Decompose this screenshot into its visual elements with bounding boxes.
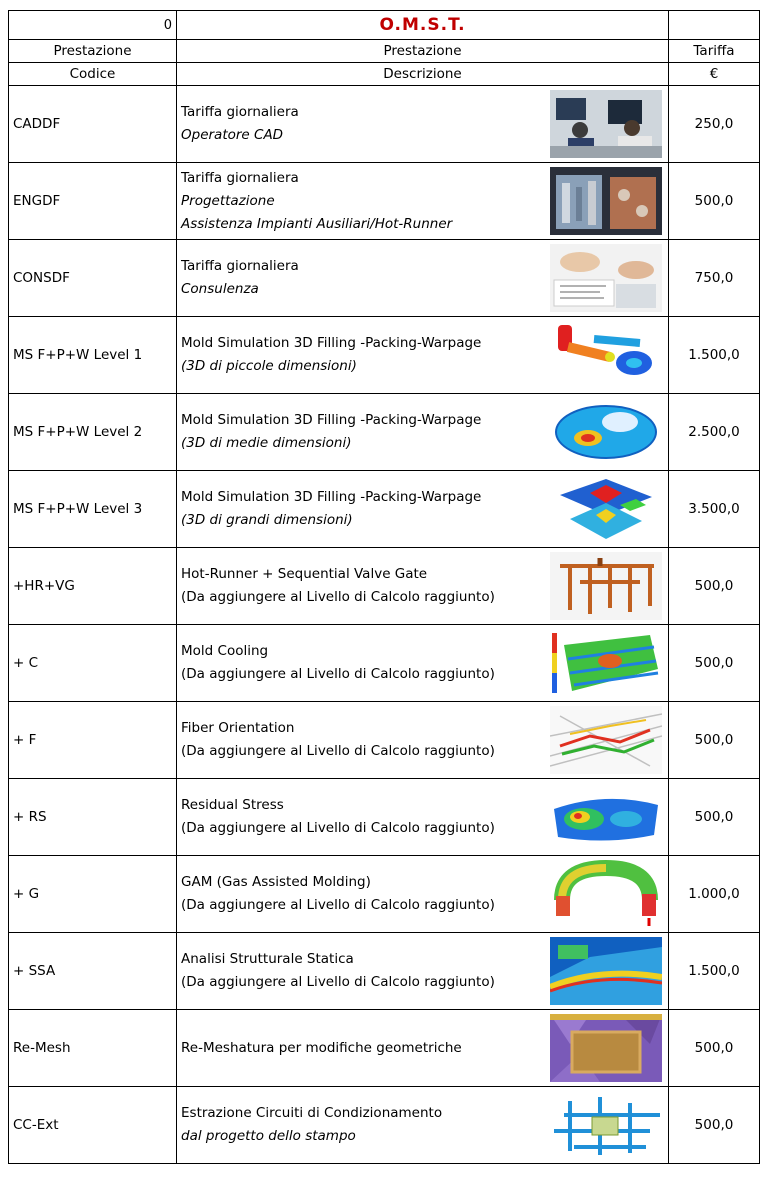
row-description: [177, 409, 481, 455]
row-description-cell: [177, 471, 669, 548]
table-row: [9, 163, 760, 240]
simulation-medium-part-image: [550, 398, 662, 466]
row-description-cell: [177, 317, 669, 394]
row-code: CC-Ext: [9, 1087, 177, 1164]
table-row: [9, 471, 760, 548]
row-description-cell: [177, 394, 669, 471]
row-price: 2.500,0: [669, 394, 760, 471]
row-code: ENGDF: [9, 163, 177, 240]
gas-assisted-handle-image: [550, 860, 662, 928]
simulation-small-part-image: [550, 321, 662, 389]
row-code: + G: [9, 856, 177, 933]
header-row-2: [9, 63, 760, 86]
cad-operator-photo-image: [550, 90, 662, 158]
structural-analysis-plot-image: [550, 937, 662, 1005]
price-table: [8, 10, 760, 1164]
row-price: 250,0: [669, 86, 760, 163]
description-line-2: (Da aggiungere al Livello di Calcolo raggiunto): [181, 820, 495, 836]
column-header: Prestazione: [177, 40, 669, 63]
column-header: Prestazione: [9, 40, 177, 63]
row-price: 1.500,0: [669, 317, 760, 394]
description-line-2: Operatore CAD: [181, 127, 284, 143]
row-price: 500,0: [669, 625, 760, 702]
table-row: [9, 1010, 760, 1087]
row-description-cell: [177, 1087, 669, 1164]
row-description-cell: [177, 625, 669, 702]
table-row: [9, 625, 760, 702]
table-row: [9, 702, 760, 779]
row-code: + F: [9, 702, 177, 779]
table-row: [9, 548, 760, 625]
row-code: MS F+P+W Level 1: [9, 317, 177, 394]
description-line-1: Fiber Orientation: [181, 720, 295, 736]
row-description-cell: [177, 548, 669, 625]
residual-stress-plot-image: [550, 783, 662, 851]
row-price: 1.500,0: [669, 933, 760, 1010]
row-description-cell: [177, 1010, 669, 1087]
row-description: [177, 255, 299, 301]
row-code: CADDF: [9, 86, 177, 163]
hot-runner-model-image: [550, 552, 662, 620]
consulting-meeting-photo-image: [550, 244, 662, 312]
description-line-2: dal progetto dello stampo: [181, 1128, 356, 1144]
row-code: CONSDF: [9, 240, 177, 317]
row-description-cell: [177, 163, 669, 240]
column-header: €: [669, 63, 760, 86]
row-description: [177, 717, 495, 763]
table-row: [9, 933, 760, 1010]
description-line-2: (3D di piccole dimensioni): [181, 358, 357, 374]
table-row: [9, 394, 760, 471]
description-line-2: (Da aggiungere al Livello di Calcolo raggiunto): [181, 589, 495, 605]
table-row: [9, 1087, 760, 1164]
row-code: + RS: [9, 779, 177, 856]
row-price: 500,0: [669, 779, 760, 856]
mold-cooling-plot-image: [550, 629, 662, 697]
description-line-1: Tariffa giornaliera: [181, 169, 299, 186]
simulation-large-part-image: [550, 475, 662, 543]
description-line-2: (Da aggiungere al Livello di Calcolo raggiunto): [181, 666, 495, 682]
empty-cell: [669, 11, 760, 40]
description-line-2: Progettazione: [181, 192, 275, 209]
row-description-cell: [177, 86, 669, 163]
description-line-2: (Da aggiungere al Livello di Calcolo raggiunto): [181, 897, 495, 913]
column-header: Tariffa: [669, 40, 760, 63]
cooling-circuit-extraction-image: [550, 1091, 662, 1159]
row-description: [177, 948, 495, 994]
table-row: [9, 240, 760, 317]
page-title: O.M.S.T.: [177, 11, 669, 40]
description-line-1: Residual Stress: [181, 797, 284, 813]
row-description-cell: [177, 779, 669, 856]
table-row: [9, 317, 760, 394]
description-line-2: (3D di medie dimensioni): [181, 435, 352, 451]
mold-design-render-image: [550, 167, 662, 235]
row-code: Re-Mesh: [9, 1010, 177, 1087]
row-description: [177, 486, 481, 532]
row-code: MS F+P+W Level 3: [9, 471, 177, 548]
row-description-cell: [177, 856, 669, 933]
cell-number: 0: [9, 11, 177, 40]
description-line-1: Estrazione Circuiti di Condizionamento: [181, 1105, 443, 1121]
table-row: [9, 779, 760, 856]
row-description: [177, 563, 495, 609]
row-description: [177, 332, 481, 378]
row-price: 1.000,0: [669, 856, 760, 933]
description-line-1: Tariffa giornaliera: [181, 104, 299, 120]
row-code: + SSA: [9, 933, 177, 1010]
row-description: [177, 794, 495, 840]
fiber-orientation-plot-image: [550, 706, 662, 774]
row-price: 500,0: [669, 1087, 760, 1164]
row-price: 3.500,0: [669, 471, 760, 548]
table-row: [9, 86, 760, 163]
row-description: [177, 101, 299, 147]
row-description-cell: [177, 240, 669, 317]
row-code: +HR+VG: [9, 548, 177, 625]
description-line-3: Assistenza Impianti Ausiliari/Hot-Runner: [181, 215, 453, 232]
description-line-1: Mold Simulation 3D Filling -Packing-Warpage: [181, 335, 482, 351]
remesh-view-image: [550, 1014, 662, 1082]
description-line-1: Tariffa giornaliera: [181, 258, 299, 274]
row-price: 500,0: [669, 163, 760, 240]
description-line-1: Analisi Strutturale Statica: [181, 951, 354, 967]
description-line-2: (Da aggiungere al Livello di Calcolo raggiunto): [181, 743, 495, 759]
row-price: 500,0: [669, 548, 760, 625]
row-code: MS F+P+W Level 2: [9, 394, 177, 471]
column-header: Descrizione: [177, 63, 669, 86]
row-description: [177, 640, 495, 686]
row-description: [177, 871, 495, 917]
row-description: [177, 1037, 462, 1060]
description-line-1: Hot-Runner + Sequential Valve Gate: [181, 566, 428, 582]
description-line-2: (Da aggiungere al Livello di Calcolo raggiunto): [181, 974, 495, 990]
row-price: 500,0: [669, 1010, 760, 1087]
row-price: 750,0: [669, 240, 760, 317]
row-description: [177, 167, 452, 236]
row-description-cell: [177, 933, 669, 1010]
description-line-1: GAM (Gas Assisted Molding): [181, 874, 371, 890]
row-description: [177, 1102, 442, 1148]
row-code: + C: [9, 625, 177, 702]
description-line-1: Mold Simulation 3D Filling -Packing-Warpage: [181, 412, 482, 428]
description-line-2: Consulenza: [181, 281, 259, 297]
price-sheet: [8, 10, 759, 1164]
row-price: 500,0: [669, 702, 760, 779]
description-line-1: Mold Cooling: [181, 643, 269, 659]
title-row: [9, 11, 760, 40]
column-header: Codice: [9, 63, 177, 86]
header-row-1: [9, 40, 760, 63]
description-line-1: Re-Meshatura per modifiche geometriche: [181, 1039, 462, 1056]
description-line-2: (3D di grandi dimensioni): [181, 512, 353, 528]
description-line-1: Mold Simulation 3D Filling -Packing-Warpage: [181, 489, 482, 505]
row-description-cell: [177, 702, 669, 779]
table-row: [9, 856, 760, 933]
